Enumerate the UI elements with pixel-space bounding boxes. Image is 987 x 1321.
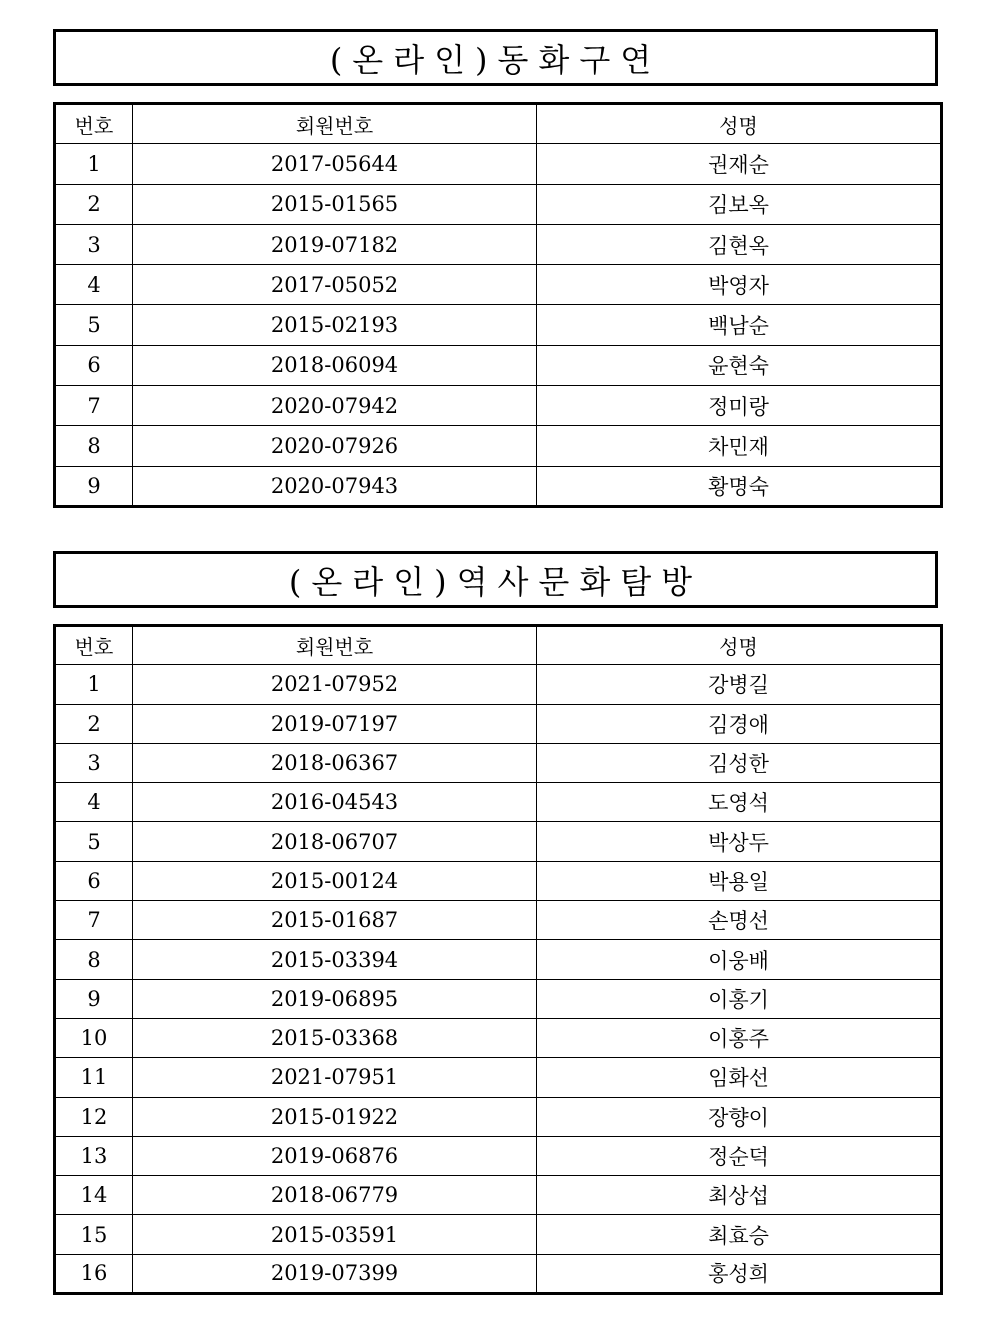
section-title-storytelling: (온라인)동화구연: [53, 29, 938, 86]
cell-member-id: 2021-07952: [133, 665, 537, 704]
table-row: [55, 979, 942, 1018]
cell-name: 김성한: [537, 743, 942, 782]
cell-no: 1: [55, 144, 133, 184]
cell-no: 1: [55, 665, 133, 704]
cell-no: 9: [55, 979, 133, 1018]
cell-name: 권재순: [537, 144, 942, 184]
cell-name: 도영석: [537, 783, 942, 822]
cell-member-id: 2016-04543: [133, 783, 537, 822]
cell-no: 14: [55, 1176, 133, 1215]
cell-no: 3: [55, 743, 133, 782]
cell-member-id: 2019-07182: [133, 224, 537, 264]
cell-name: 윤현숙: [537, 345, 942, 385]
cell-member-id: 2020-07943: [133, 466, 537, 506]
cell-member-id: 2020-07926: [133, 426, 537, 466]
table-row: [55, 822, 942, 861]
cell-no: 5: [55, 305, 133, 345]
cell-member-id: 2018-06094: [133, 345, 537, 385]
table-header-row: [55, 104, 942, 144]
cell-no: 6: [55, 345, 133, 385]
cell-no: 7: [55, 386, 133, 426]
cell-member-id: 2019-07399: [133, 1254, 537, 1293]
cell-name: 차민재: [537, 426, 942, 466]
table-row: [55, 1254, 942, 1293]
cell-member-id: 2015-02193: [133, 305, 537, 345]
cell-member-id: 2015-03591: [133, 1215, 537, 1254]
column-header-member-id: 회원번호: [133, 626, 537, 665]
cell-name: 김현옥: [537, 224, 942, 264]
cell-no: 4: [55, 783, 133, 822]
cell-name: 이웅배: [537, 940, 942, 979]
cell-no: 7: [55, 901, 133, 940]
cell-name: 장향이: [537, 1097, 942, 1136]
table-row: [55, 861, 942, 900]
cell-no: 11: [55, 1058, 133, 1097]
table-row: [55, 345, 942, 385]
table-row: [55, 265, 942, 305]
cell-member-id: 2020-07942: [133, 386, 537, 426]
cell-name: 이홍기: [537, 979, 942, 1018]
cell-no: 6: [55, 861, 133, 900]
cell-member-id: 2015-00124: [133, 861, 537, 900]
table-row: [55, 665, 942, 704]
cell-name: 백남순: [537, 305, 942, 345]
cell-member-id: 2021-07951: [133, 1058, 537, 1097]
table-header-row: [55, 626, 942, 665]
table-row: [55, 1215, 942, 1254]
roster-table-storytelling: [53, 102, 943, 508]
table-row: [55, 426, 942, 466]
cell-no: 3: [55, 224, 133, 264]
table-row: [55, 1058, 942, 1097]
table-row: [55, 305, 942, 345]
table-row: [55, 743, 942, 782]
table-row: [55, 783, 942, 822]
cell-no: 15: [55, 1215, 133, 1254]
section-title-history-tour: (온라인)역사문화탐방: [53, 551, 938, 608]
cell-name: 정순덕: [537, 1136, 942, 1175]
cell-name: 박상두: [537, 822, 942, 861]
cell-no: 4: [55, 265, 133, 305]
cell-name: 이홍주: [537, 1018, 942, 1057]
cell-no: 9: [55, 466, 133, 506]
column-header-name: 성명: [537, 626, 942, 665]
cell-name: 손명선: [537, 901, 942, 940]
cell-no: 10: [55, 1018, 133, 1057]
table-row: [55, 1097, 942, 1136]
cell-no: 8: [55, 940, 133, 979]
cell-no: 13: [55, 1136, 133, 1175]
cell-member-id: 2018-06367: [133, 743, 537, 782]
table-row: [55, 1018, 942, 1057]
cell-member-id: 2017-05052: [133, 265, 537, 305]
cell-member-id: 2015-03368: [133, 1018, 537, 1057]
cell-member-id: 2018-06707: [133, 822, 537, 861]
cell-member-id: 2015-01565: [133, 184, 537, 224]
cell-name: 강병길: [537, 665, 942, 704]
cell-member-id: 2015-03394: [133, 940, 537, 979]
cell-no: 2: [55, 184, 133, 224]
cell-no: 2: [55, 704, 133, 743]
cell-member-id: 2019-06895: [133, 979, 537, 1018]
cell-member-id: 2015-01687: [133, 901, 537, 940]
cell-name: 정미랑: [537, 386, 942, 426]
column-header-no: 번호: [55, 104, 133, 144]
cell-name: 최상섭: [537, 1176, 942, 1215]
table-row: [55, 940, 942, 979]
table-row: [55, 901, 942, 940]
cell-no: 12: [55, 1097, 133, 1136]
column-header-name: 성명: [537, 104, 942, 144]
table-row: [55, 224, 942, 264]
cell-member-id: 2019-06876: [133, 1136, 537, 1175]
table-row: [55, 386, 942, 426]
cell-member-id: 2019-07197: [133, 704, 537, 743]
table-row: [55, 144, 942, 184]
cell-name: 박영자: [537, 265, 942, 305]
roster-table-history-tour: [53, 624, 943, 1295]
table-row: [55, 1136, 942, 1175]
cell-name: 박용일: [537, 861, 942, 900]
cell-member-id: 2018-06779: [133, 1176, 537, 1215]
cell-no: 8: [55, 426, 133, 466]
cell-name: 김보옥: [537, 184, 942, 224]
cell-no: 16: [55, 1254, 133, 1293]
table-row: [55, 704, 942, 743]
cell-member-id: 2017-05644: [133, 144, 537, 184]
table-row: [55, 1176, 942, 1215]
cell-name: 홍성희: [537, 1254, 942, 1293]
cell-name: 김경애: [537, 704, 942, 743]
cell-member-id: 2015-01922: [133, 1097, 537, 1136]
cell-name: 임화선: [537, 1058, 942, 1097]
table-row: [55, 466, 942, 506]
cell-name: 황명숙: [537, 466, 942, 506]
column-header-no: 번호: [55, 626, 133, 665]
column-header-member-id: 회원번호: [133, 104, 537, 144]
table-row: [55, 184, 942, 224]
cell-name: 최효승: [537, 1215, 942, 1254]
cell-no: 5: [55, 822, 133, 861]
